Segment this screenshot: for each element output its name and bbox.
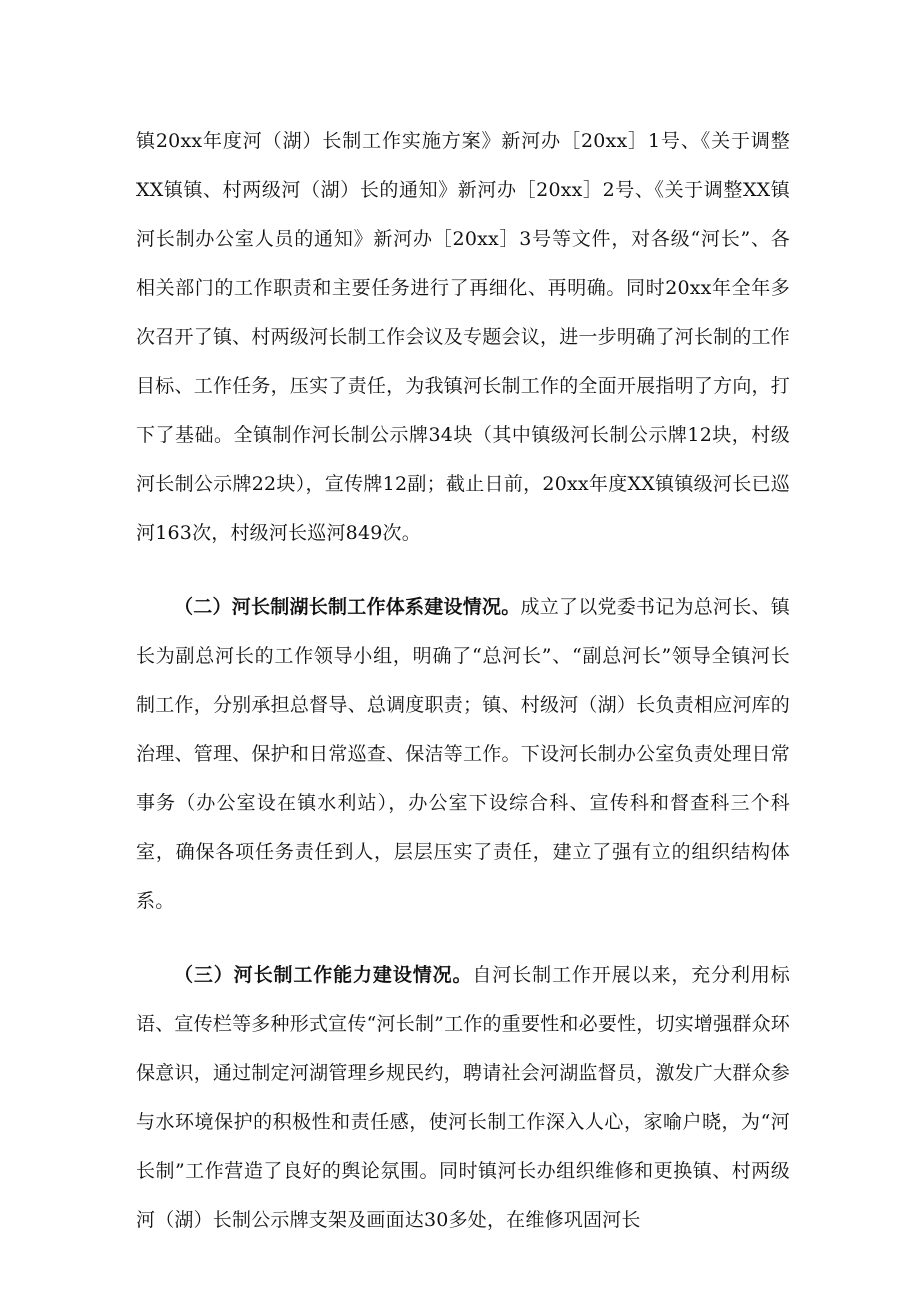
paragraph-capacity-building	[136, 951, 790, 1245]
document-page	[136, 117, 790, 1245]
section-heading: （二）河长制湖长制工作体系建设情况。	[174, 596, 521, 618]
paragraph-body: 自河长制工作开展以来，充分利用标语、宣传栏等多种形式宣传“河长制”工作的重要性和必要性，切实增强群众环保意识，通过制定河湖管理乡规民约，聘请社会河湖监督员，激发广大群众参与水环境保护的积极性和责任感，使河长制工作深入人心，家喻户晓，为“河长制”工作营造了良好的舆论氛围。同时镇河长办组织维修和更换镇、村两级河（湖）长制公示牌支架及画面达30多处，在维修巩固河长	[136, 964, 790, 1231]
paragraph-body: 成立了以党委书记为总河长、镇长为副总河长的工作领导小组，明确了“总河长”、“副总河长”领导全镇河长制工作，分别承担总督导、总调度职责；镇、村级河（湖）长负责相应河库的治理、管理、保护和日常巡查、保洁等工作。下设河长制办公室负责处理日常事务（办公室设在镇水利站），办公室下设综合科、宣传科和督查科三个科室，确保各项任务责任到人，层层压实了责任，建立了强有立的组织结构体系。	[136, 596, 790, 912]
paragraph-body: 镇20xx年度河（湖）长制工作实施方案》新河办［20xx］1号、《关于调整XX镇镇、村两级河（湖）长的通知》新河办［20xx］2号、《关于调整XX镇河长制办公室人员的通知》新河办［20xx］3号等文件，对各级“河长”、各相关部门的工作职责和主要任务进行了再细化、再明确。同时20xx年全年多次召开了镇、村两级河长制工作会议及专题会议，进一步明确了河长制的工作目标、工作任务，压实了责任，为我镇河长制工作的全面开展指明了方向，打下了基础。全镇制作河长制公示牌34块（其中镇级河长制公示牌12块，村级河长制公示牌22块），宣传牌12副；截止日前，20xx年度XX镇镇级河长已巡河163次，村级河长巡河849次。	[136, 130, 790, 544]
paragraph-spacer	[136, 926, 790, 951]
paragraph-work-plan-summary	[136, 117, 790, 558]
paragraph-work-system	[136, 583, 790, 926]
paragraph-spacer	[136, 558, 790, 583]
section-heading: （三）河长制工作能力建设情况。	[174, 964, 473, 986]
